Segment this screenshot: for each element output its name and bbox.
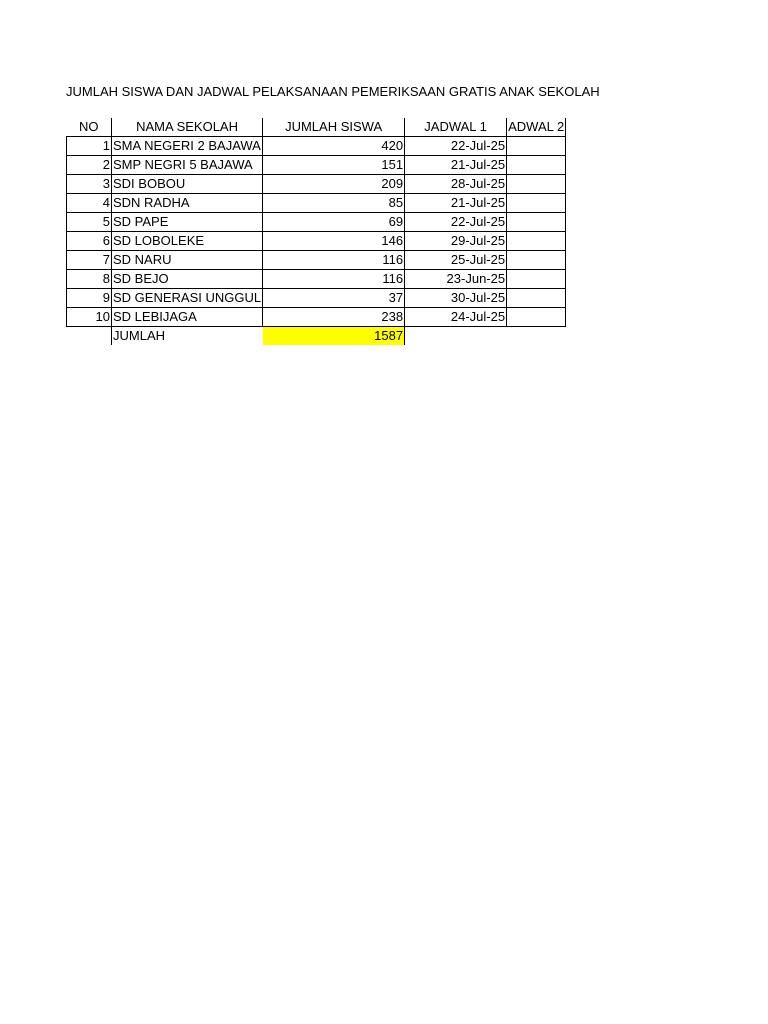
total-row — [67, 327, 566, 346]
row-number-cell[interactable]: 5 — [67, 213, 112, 232]
row-number-cell[interactable]: 1 — [67, 137, 112, 156]
student-count-cell[interactable]: 85 — [263, 194, 405, 213]
header-student-count[interactable]: JUMLAH SISWA — [263, 118, 405, 137]
school-name-cell[interactable]: SD PAPE — [112, 213, 263, 232]
row-number-cell[interactable]: 10 — [67, 308, 112, 327]
schedule-2-cell[interactable] — [507, 156, 566, 175]
table-row — [67, 270, 566, 289]
table-header-row — [67, 118, 566, 137]
row-number-cell[interactable]: 6 — [67, 232, 112, 251]
schedule-2-cell[interactable] — [507, 308, 566, 327]
table-row — [67, 175, 566, 194]
schedule-1-cell[interactable]: 23-Jun-25 — [405, 270, 507, 289]
student-count-cell[interactable]: 116 — [263, 270, 405, 289]
schedule-1-cell[interactable]: 22-Jul-25 — [405, 213, 507, 232]
page-title: JUMLAH SISWA DAN JADWAL PELAKSANAAN PEMERIKSAAN GRATIS ANAK SEKOLAH — [66, 84, 600, 99]
header-school-name[interactable]: NAMA SEKOLAH — [112, 118, 263, 137]
school-name-cell[interactable]: SD NARU — [112, 251, 263, 270]
header-schedule-1[interactable]: JADWAL 1 — [405, 118, 507, 137]
school-name-cell[interactable]: SD LEBIJAGA — [112, 308, 263, 327]
empty-cell[interactable] — [67, 327, 112, 346]
table-row — [67, 156, 566, 175]
school-name-cell[interactable]: SD LOBOLEKE — [112, 232, 263, 251]
student-count-cell[interactable]: 116 — [263, 251, 405, 270]
header-no[interactable]: NO — [67, 118, 112, 137]
header-schedule-2[interactable]: ADWAL 2 — [507, 118, 566, 137]
row-number-cell[interactable]: 4 — [67, 194, 112, 213]
table-row — [67, 289, 566, 308]
student-count-cell[interactable]: 238 — [263, 308, 405, 327]
student-count-cell[interactable]: 69 — [263, 213, 405, 232]
table-row — [67, 137, 566, 156]
schedule-1-cell[interactable]: 30-Jul-25 — [405, 289, 507, 308]
schedule-1-cell[interactable]: 22-Jul-25 — [405, 137, 507, 156]
schedule-1-cell[interactable]: 25-Jul-25 — [405, 251, 507, 270]
schedule-2-cell[interactable] — [507, 137, 566, 156]
schedule-2-cell[interactable] — [507, 194, 566, 213]
student-count-cell[interactable]: 151 — [263, 156, 405, 175]
school-name-cell[interactable]: SMA NEGERI 2 BAJAWA — [112, 137, 263, 156]
total-student-count[interactable]: 1587 — [263, 327, 405, 346]
student-count-cell[interactable]: 37 — [263, 289, 405, 308]
schedule-1-cell[interactable]: 28-Jul-25 — [405, 175, 507, 194]
schedule-1-cell[interactable]: 21-Jul-25 — [405, 156, 507, 175]
schedule-2-cell[interactable] — [507, 251, 566, 270]
table-row — [67, 194, 566, 213]
total-label[interactable]: JUMLAH — [112, 327, 263, 346]
row-number-cell[interactable]: 2 — [67, 156, 112, 175]
schedule-1-cell[interactable]: 24-Jul-25 — [405, 308, 507, 327]
schedule-2-cell[interactable] — [507, 175, 566, 194]
schedule-2-cell[interactable] — [507, 270, 566, 289]
student-count-cell[interactable]: 420 — [263, 137, 405, 156]
school-name-cell[interactable]: SD BEJO — [112, 270, 263, 289]
school-name-cell[interactable]: SMP NEGRI 5 BAJAWA — [112, 156, 263, 175]
student-count-cell[interactable]: 146 — [263, 232, 405, 251]
row-number-cell[interactable]: 9 — [67, 289, 112, 308]
schedule-2-cell[interactable] — [507, 213, 566, 232]
schedule-1-cell[interactable]: 21-Jul-25 — [405, 194, 507, 213]
row-number-cell[interactable]: 7 — [67, 251, 112, 270]
school-name-cell[interactable]: SDI BOBOU — [112, 175, 263, 194]
schedule-2-cell[interactable] — [507, 232, 566, 251]
row-number-cell[interactable]: 3 — [67, 175, 112, 194]
school-name-cell[interactable]: SDN RADHA — [112, 194, 263, 213]
schedule-2-cell[interactable] — [507, 289, 566, 308]
schedule-1-cell[interactable]: 29-Jul-25 — [405, 232, 507, 251]
table-row — [67, 213, 566, 232]
student-count-cell[interactable]: 209 — [263, 175, 405, 194]
row-number-cell[interactable]: 8 — [67, 270, 112, 289]
table-row — [67, 251, 566, 270]
table-row — [67, 232, 566, 251]
school-name-cell[interactable]: SD GENERASI UNGGUL — [112, 289, 263, 308]
table-row — [67, 308, 566, 327]
school-schedule-table — [66, 118, 566, 345]
